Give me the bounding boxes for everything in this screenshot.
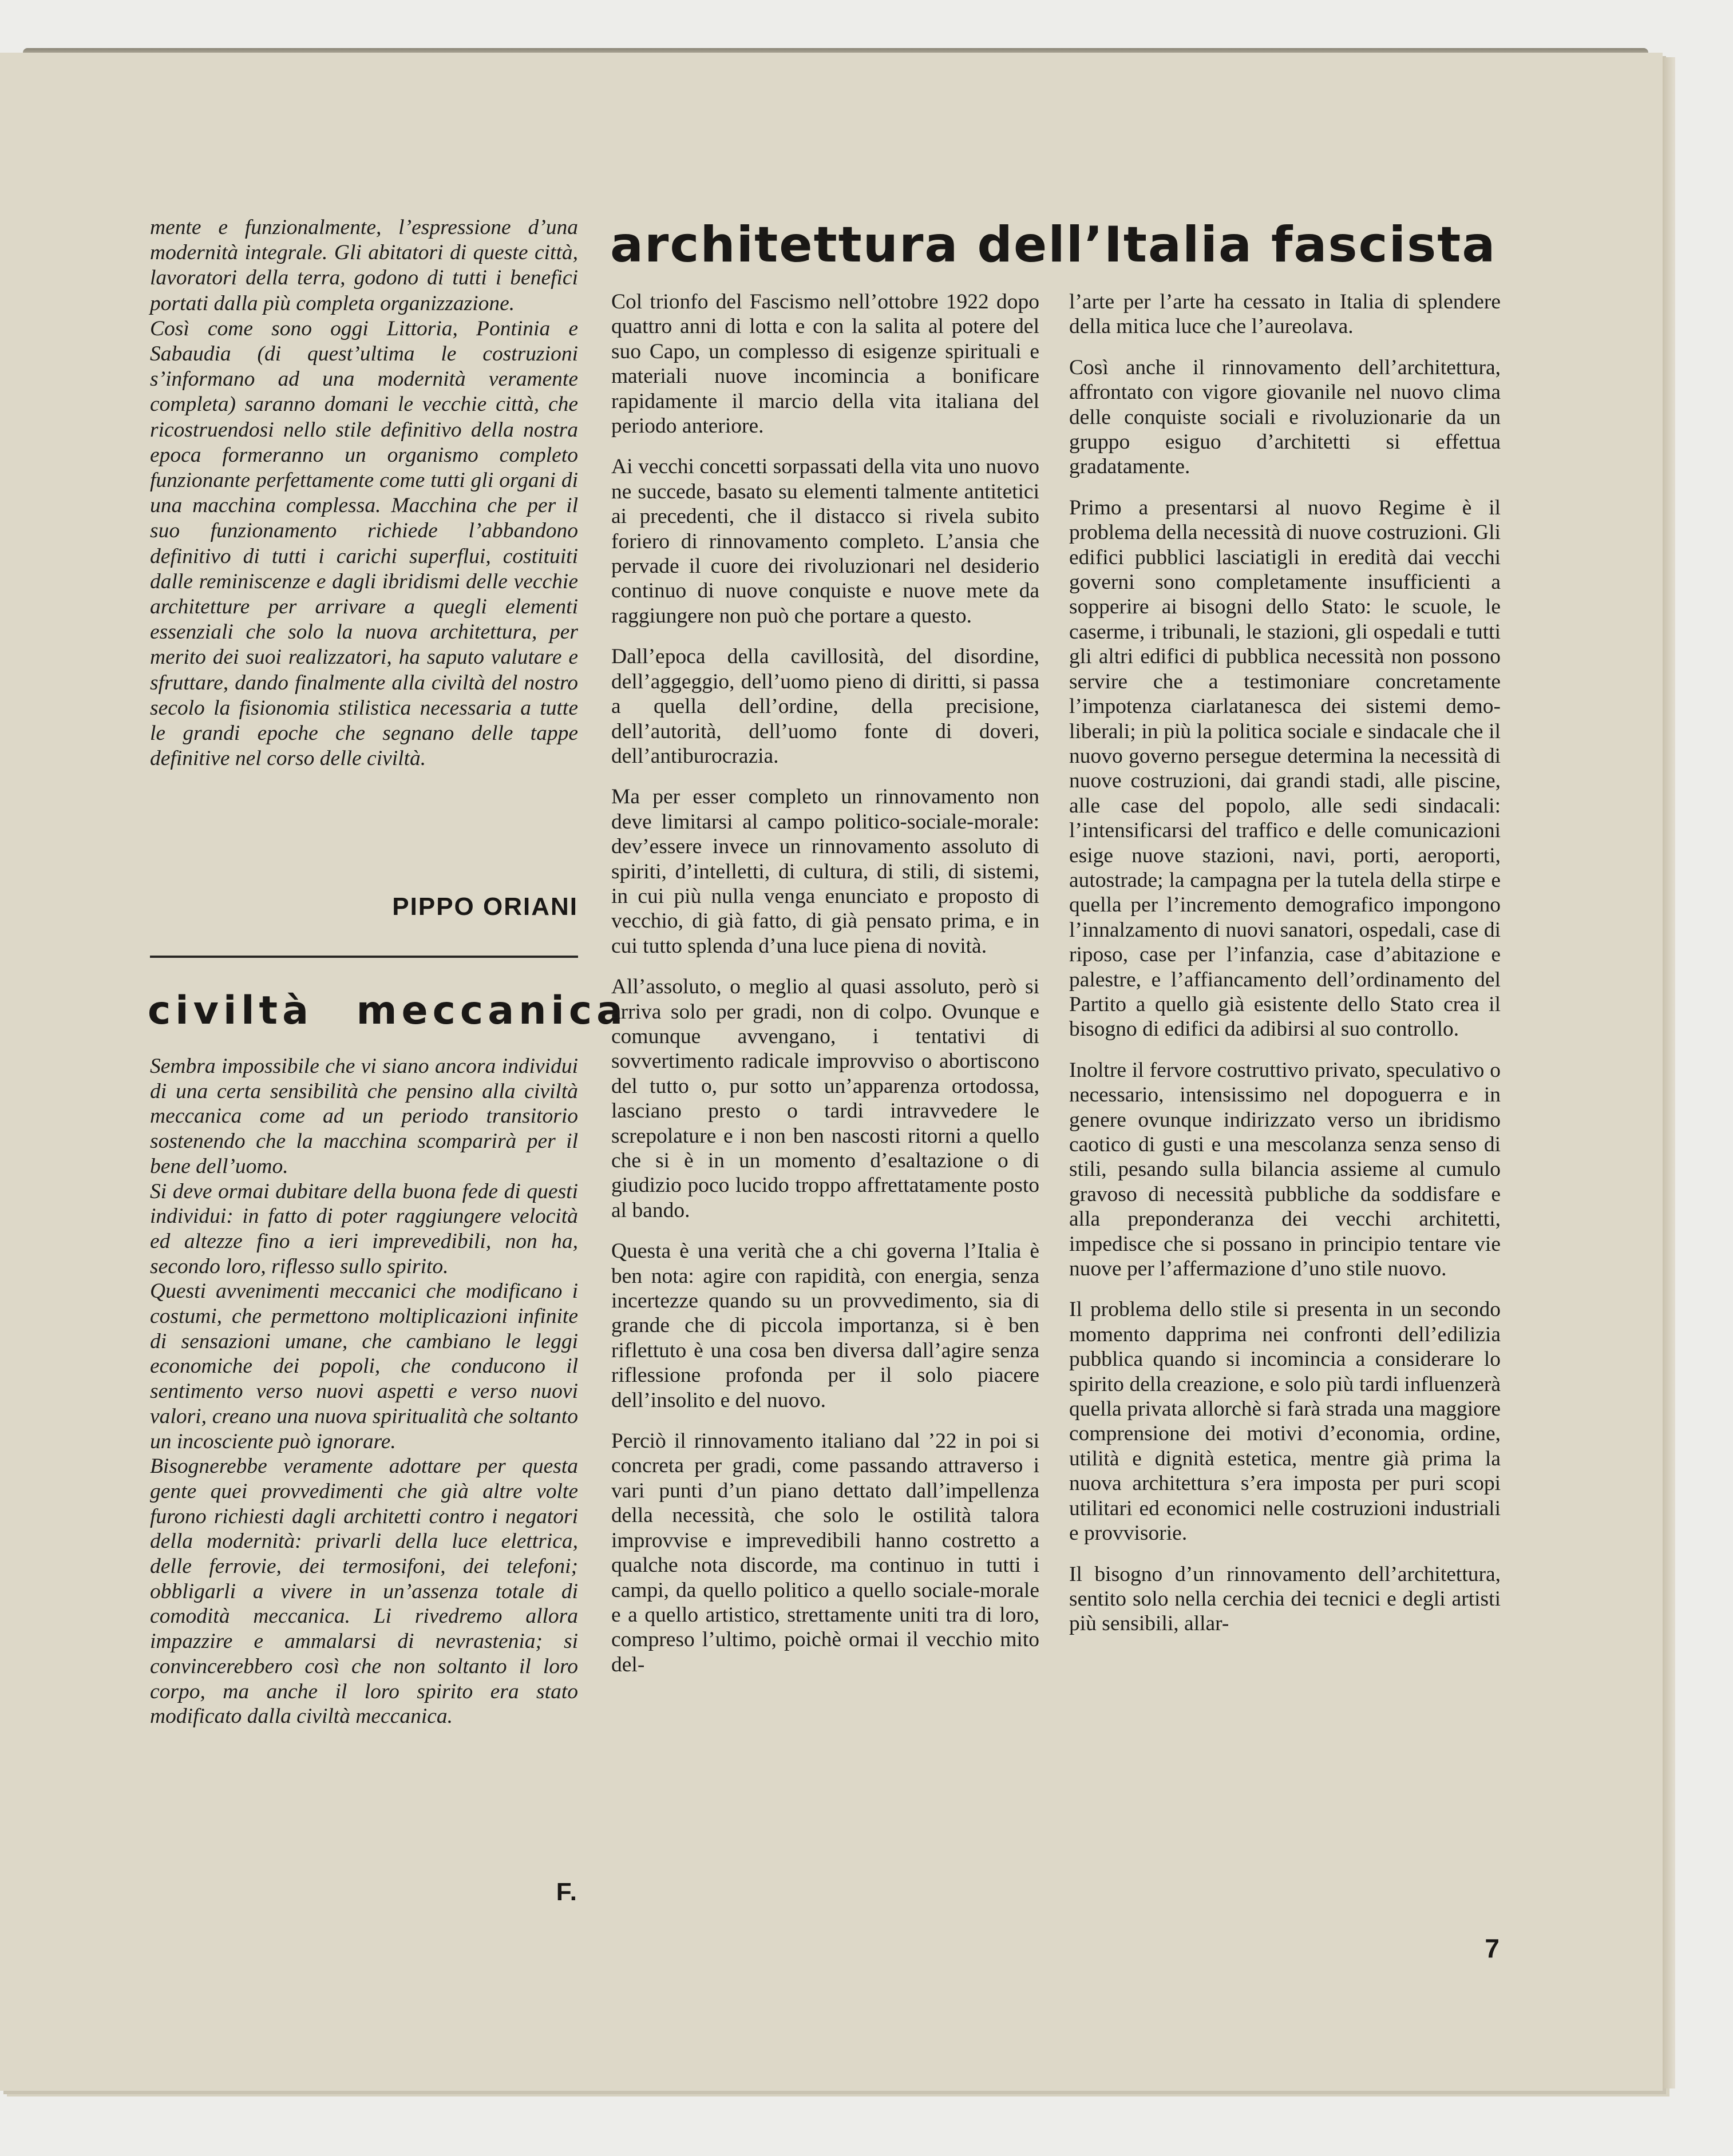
article-paragraph: Inoltre il fervore costruttivo privato, speculativo o necessario, intensissimo nel dopoguerra e in genere ovunque indirizzato verso un ibridismo caotico di gusti e una mescolanza senza senso di stili, pesando sulla bilancia assieme al cumulo gravoso di necessità pubbliche da soddisfare e alla preponderanza dei vecchi architetti, impedisce che si possano in principio tentare vie nuove per l’affermazione d’uno stile nuovo. [1069,1058,1501,1281]
section-divider [150,956,578,958]
section-title-civilta-meccanica: civiltà meccanica [148,988,628,1033]
left-paragraph-1: mente e funzionalmente, l’espressione d’una modernità integrale. Gli abitatori di queste città, lavoratori della terra, godono di tutti i benefici portati dalla più completa organizzazione. [150,216,578,315]
article-paragraph: l’arte per l’arte ha cessato in Italia di splendere della mitica luce che l’aureolava. [1069,290,1501,339]
civilta-paragraph-1: Sembra impossibile che vi siano ancora individui di una certa sensibilità che pensino alla civiltà meccanica come ad un periodo transitorio sostenendo che la macchina scomparirà per il bene dell’uomo. [150,1055,578,1178]
article-title: architettura dell’Italia fascista [610,216,1497,274]
article-paragraph: Perciò il rinnovamento italiano dal ’22 in poi si concreta per gradi, come passando attraverso i vari punti d’un piano dettato dall’impellenza della necessità, che solo le ostilità talora improvvise e imprevedibili hanno costretto a qualche nota discorde, ma continuo in tutti i campi, da quello politico a quello sociale-morale e a quello artistico, strettamente uniti tra di loro, compreso l’ultimo, poichè ormai il vecchio mito del- [611,1429,1039,1677]
left-column-bottom [150,1054,578,1729]
article-paragraph: Col trionfo del Fascismo nell’ottobre 1922 dopo quattro anni di lotta e con la salita al potere del suo Capo, un complesso di esigenze spirituali e materiali nuove incomincia a bonificare rapidamente il marcio della vita italiana del periodo anteriore. [611,290,1039,438]
article-paragraph: Ai vecchi concetti sorpassati della vita uno nuovo ne succede, basato su elementi talmente antitetici ai precedenti, che il distacco si rivela subito foriero di rinnovamento completo. L’ansia che pervade il cuore dei rivoluzionari nel desiderio continuo di nuove conquiste e nuove mete da raggiungere non può che portare a questo. [611,455,1039,628]
page-number: 7 [1485,1933,1499,1963]
article-paragraph: Il bisogno d’un rinnovamento dell’architettura, sentito solo nella cerchia dei tecnici e degli artisti più sensibili, allar- [1069,1562,1501,1636]
middle-column [611,290,1039,1693]
author-signature-oriani: PIPPO ORIANI [392,893,578,921]
civilta-paragraph-4: Bisognerebbe veramente adottare per questa gente quei provvedimenti che già altre volte furono richiesti dagli architetti contro i negatori della modernità: privarli della luce elettrica, delle ferrovie, dei termosifoni, dei telefoni; obbligarli a vivere in un’assenza totale di comodità meccanica. Li rivedremo allora impazzire e ammalarsi di nevrastenia; si convincerebbero così che non soltanto il loro corpo, ma anche il loro spirito era stato modificato dalla civiltà meccanica. [150,1454,578,1729]
article-paragraph: Ma per esser completo un rinnovamento non deve limitarsi al campo politico-sociale-morale: dev’essere invece un rinnovamento assoluto di spiriti, d’intelletti, di cultura, di stili, di sistemi, in cui più nulla venga enunciato e proposto di vecchio, di già fatto, di già pensato prima, e in cui tutto splenda d’una luce piena di novità. [611,785,1039,958]
article-paragraph: All’assoluto, o meglio al quasi assoluto, però si arriva solo per gradi, non di colpo. Ovunque e comunque avvengano, i tentativi di sovvertimento radicale improvviso o abortiscono del tutto o, pur sotto un’apparenza ortodossa, lasciano presto o tardi intravvedere le screpolature e i non ben nascosti ritorni a quello che si è in un momento d’esaltazione o di giudizio poco lucido troppo affrettatamente posto al bando. [611,975,1039,1222]
article-paragraph: Questa è una verità che a chi governa l’Italia è ben nota: agire con rapidità, con energia, senza incertezze quando su un provvedimento, sia di grande che di piccola importanza, si è ben riflettuto è una cosa ben diversa dall’agire senza riflessione profonda per il solo piacere dell’insolito e del nuovo. [611,1239,1039,1412]
left-column-top [150,215,578,771]
right-column [1069,290,1501,1652]
civilta-paragraph-3: Questi avvenimenti meccanici che modificano i costumi, che permettono moltiplicazioni infinite di sensazioni umane, che cambiano le leggi economiche dei popoli, che conducono il sentimento verso nuovi aspetti e verso nuovi valori, creano una nuova spiritualità che soltanto un incosciente può ignorare. [150,1279,578,1453]
article-paragraph: Dall’epoca della cavillosità, del disordine, dell’aggeggio, dell’uomo pieno di diritti, si passa a quella dell’ordine, della precisione, dell’autorità, dell’uomo fonte di doveri, dell’antiburocrazia. [611,645,1039,768]
left-paragraph-2: Così come sono oggi Littoria, Pontinia e Sabaudia (di quest’ultima le costruzioni s’informano ad una modernità veramente completa) saranno domani le vecchie città, che ricostruendosi nello stile definitivo della nostra epoca formeranno un organismo completo funzionante perfettamente come tutti gli organi di una macchina complessa. Macchina che per il suo funzionamento richiede l’abbandono definitivo di tutti i carichi superflui, costituiti dalle reminiscenze e dagli ibridismi delle vecchie architetture per arrivare a quegli elementi essenziali che solo la nuova architettura, per merito dei suoi realizzatori, ha saputo valutare e sfruttare, dando finalmente alla civiltà del nostro secolo la fisionomia stilistica necessaria a tutte le grandi epoche che segnano delle tappe definitive nel corso delle civiltà. [150,316,578,771]
author-signature-f: F. [556,1878,578,1906]
article-paragraph: Il problema dello stile si presenta in un secondo momento dapprima nei confronti dell’edilizia pubblica quando si incomincia a considerare lo spirito della creazione, e solo più tardi influenzerà quella privata allorchè si farà strada una maggiore comprensione dei motivi d’economia, ordine, utilità e dignità estetica, mentre già prima la nuova architettura s’era imposta per puri scopi utilitari ed economici nelle costruzioni industriali e provvisorie. [1069,1298,1501,1545]
page-stack-edge [1663,57,1675,2088]
civilta-paragraph-2: Si deve ormai dubitare della buona fede di questi individui: in fatto di poter raggiungere velocità ed altezze fino a ieri imprevedibili, non ha, secondo loro, riflesso sullo spirito. [150,1179,578,1278]
article-paragraph: Primo a presentarsi al nuovo Regime è il problema della necessità di nuove costruzioni. Gli edifici pubblici lasciatigli in eredità dai vecchi governi sono completamente insufficienti a sopperire ai bisogni dello Stato: le scuole, le caserme, i tribunali, le stazioni, gli ospedali e tutti gli altri edifici di pubblica necessità non possono servire che a testimoniare concretamente l’impotenza ciarlatanesca dei sistemi demo-liberali; in più la politica sociale e sindacale che il nuovo governo persegue determina la necessità di nuove costruzioni, dai grandi stadi, alle piscine, alle case del popolo, alle sedi sindacali: l’intensificarsi del traffico e delle comunicazioni esige nuove stazioni, navi, porti, aeroporti, autostrade; la campagna per la tutela della stirpe e quella per l’incremento demografico impongono l’innalzamento di nuovi sanatori, ospedali, case di riposo, case per l’infanzia, case d’abitazione e palestre, e l’affiancamento dell’ordinamento del Partito a quello già esistente dello Stato crea il bisogno di edifici da adibirsi al suo controllo. [1069,496,1501,1041]
article-paragraph: Così anche il rinnovamento dell’architettura, affrontato con vigore giovanile nel nuovo clima delle conquiste sociali e rivoluzionarie da un gruppo esiguo d’architetti si effettua gradatamente. [1069,355,1501,479]
